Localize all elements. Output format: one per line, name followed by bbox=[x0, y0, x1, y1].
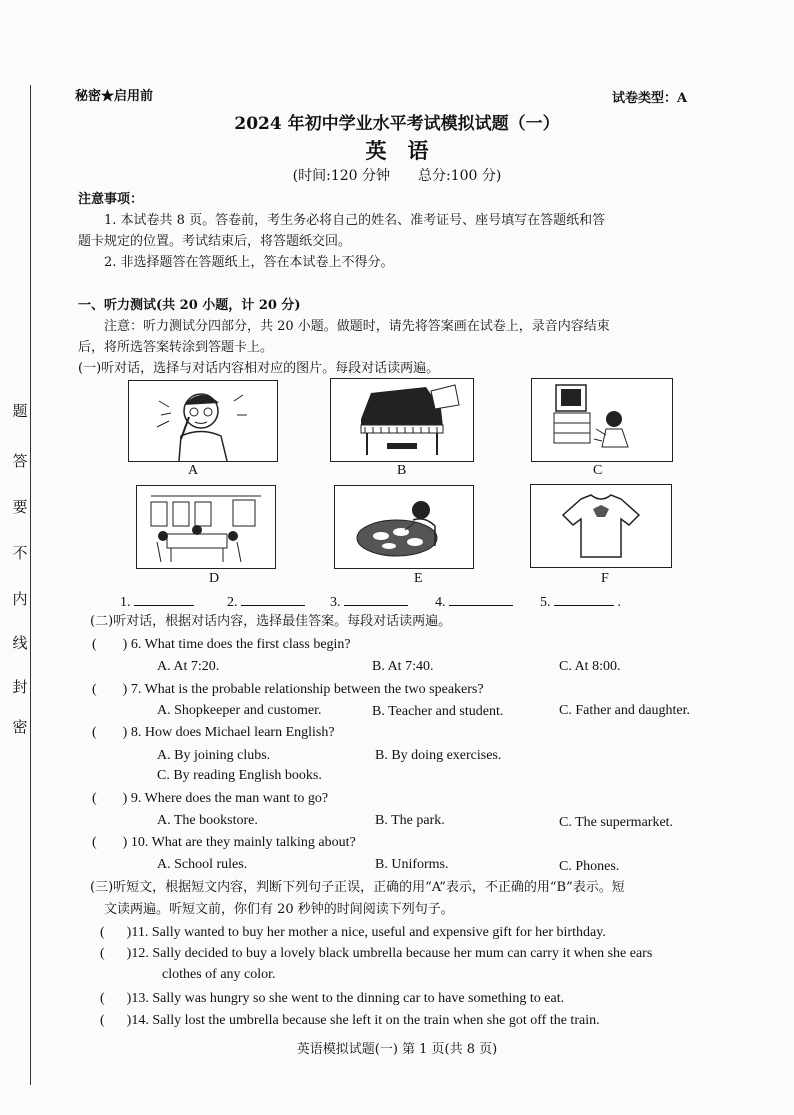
option[interactable]: B. By doing exercises. bbox=[375, 748, 502, 763]
notice-item2: 2. 非选择题答在答题纸上，答在本试卷上不得分。 bbox=[104, 255, 394, 270]
option[interactable]: C. At 8:00. bbox=[559, 659, 621, 674]
option[interactable]: C. Phones. bbox=[559, 859, 620, 874]
option[interactable]: A. At 7:20. bbox=[157, 659, 220, 674]
question-10: ( ) 10. What are they mainly talking about? bbox=[92, 835, 356, 850]
blank-item[interactable]: 2. bbox=[227, 593, 305, 611]
blank-item[interactable]: 3. bbox=[330, 593, 408, 611]
option[interactable]: A. Shopkeeper and customer. bbox=[157, 703, 322, 718]
sidebar-char: 不 bbox=[12, 544, 28, 562]
question-6: ( ) 6. What time does the first class begin? bbox=[92, 637, 351, 652]
option[interactable]: C. By reading English books. bbox=[157, 768, 322, 783]
section1-heading: 一、听力测试(共 20 小题，计 20 分) bbox=[78, 298, 301, 313]
page-title: 2024 年初中学业水平考试模拟试题（一） bbox=[234, 114, 560, 134]
sidebar-char: 线 bbox=[12, 634, 28, 652]
picture-label: C bbox=[593, 463, 603, 478]
part2-instruction: (二)听对话，根据对话内容，选择最佳答案。每段对话读两遍。 bbox=[90, 614, 452, 629]
headache-person-icon bbox=[128, 380, 278, 462]
option[interactable]: C. Father and daughter. bbox=[559, 703, 691, 718]
binding-line bbox=[30, 85, 31, 1085]
section1-note-line2: 后，将所选答案转涂到答题卡上。 bbox=[78, 340, 274, 355]
blank-item[interactable]: 1. bbox=[120, 593, 194, 611]
sidebar-char: 内 bbox=[12, 590, 28, 608]
sidebar-char: 要 bbox=[12, 498, 28, 516]
part3-instruction-line2: 文读两遍。听短文前，你们有 20 秒钟的时间阅读下列句子。 bbox=[104, 902, 454, 917]
picture-label: D bbox=[209, 571, 220, 586]
statement-12-cont: clothes of any color. bbox=[162, 967, 276, 982]
statement-12: ( )12. Sally decided to buy a lovely black umbrella because her mum can carry it when she ears bbox=[100, 946, 653, 961]
sidebar-char: 封 bbox=[12, 678, 28, 696]
notice-item1-line1: 1. 本试卷共 8 页。答卷前，考生务必将自己的姓名、准考证号、座号填写在答题纸和答 bbox=[104, 213, 606, 228]
picture-label: F bbox=[601, 571, 609, 586]
section1-note-line1: 注意：听力测试分四部分，共 20 小题。做题时，请先将答案画在试卷上，录音内容结束 bbox=[104, 319, 610, 334]
option[interactable]: B. Uniforms. bbox=[375, 857, 449, 872]
piano-icon bbox=[330, 378, 474, 462]
blank-item[interactable]: 5. . bbox=[540, 595, 621, 610]
part3-instruction-line1: (三)听短文，根据短文内容，判断下列句子正误，正确的用“A”表示，不正确的用“B”表示。短 bbox=[90, 880, 625, 895]
option[interactable]: A. The bookstore. bbox=[157, 813, 258, 828]
classroom-icon bbox=[136, 485, 276, 569]
sidebar-char: 答 bbox=[12, 452, 28, 470]
tshirt-icon bbox=[530, 484, 672, 568]
option[interactable]: C. The supermarket. bbox=[559, 815, 674, 830]
confidential-mark: 秘密★启用前 bbox=[75, 89, 154, 104]
tv-watching-icon bbox=[531, 378, 673, 462]
option[interactable]: B. Teacher and student. bbox=[372, 704, 504, 719]
statement-13: ( )13. Sally was hungry so she went to the dinning car to have something to eat. bbox=[100, 991, 565, 1006]
picture-label: A bbox=[188, 463, 199, 478]
sidebar-char: 密 bbox=[12, 718, 28, 736]
painting-plates-icon bbox=[334, 485, 474, 569]
notice-heading: 注意事项： bbox=[78, 192, 144, 207]
page-footer: 英语模拟试题(一) 第 1 页(共 8 页) bbox=[296, 1042, 498, 1057]
statement-14: ( )14. Sally lost the umbrella because she left it on the train when she got off the train. bbox=[100, 1013, 600, 1028]
question-7: ( ) 7. What is the probable relationship between the two speakers? bbox=[92, 682, 484, 697]
option[interactable]: B. The park. bbox=[375, 813, 445, 828]
statement-11: ( )11. Sally wanted to buy her mother a nice, useful and expensive gift for her birthday. bbox=[100, 925, 606, 940]
option[interactable]: A. School rules. bbox=[157, 857, 248, 872]
option[interactable]: B. At 7:40. bbox=[372, 659, 434, 674]
picture-label: E bbox=[414, 571, 423, 586]
notice-item1-line2: 题卡规定的位置。考试结束后，将答题纸交回。 bbox=[78, 234, 352, 249]
part1-instruction: (一)听对话，选择与对话内容相对应的图片。每段对话读两遍。 bbox=[78, 361, 440, 376]
picture-label: B bbox=[397, 463, 407, 478]
time-info: (时间:120 分钟 总分:100 分) bbox=[292, 168, 502, 184]
paper-type: 试卷类型：A bbox=[612, 91, 688, 106]
subject-title: 英 语 bbox=[365, 138, 429, 163]
blank-item[interactable]: 4. bbox=[435, 593, 513, 611]
question-8: ( ) 8. How does Michael learn English? bbox=[92, 725, 335, 740]
option[interactable]: A. By joining clubs. bbox=[157, 748, 271, 763]
sidebar-char: 题 bbox=[12, 402, 28, 420]
question-9: ( ) 9. Where does the man want to go? bbox=[92, 791, 329, 806]
